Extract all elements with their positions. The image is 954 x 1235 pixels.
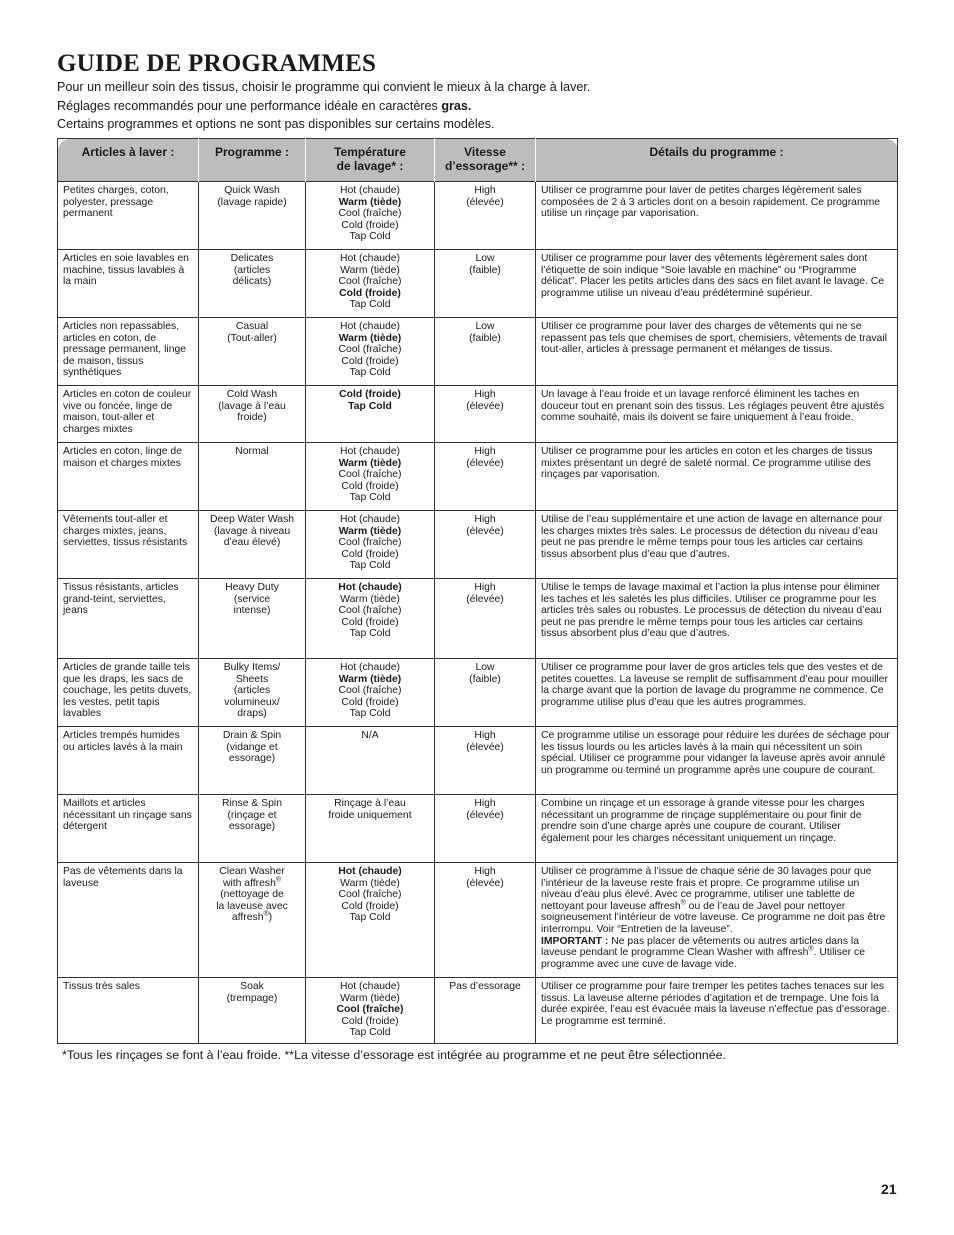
cell-temperature bbox=[306, 511, 435, 579]
temperature-option: Cool (fraîche) bbox=[338, 344, 402, 356]
cell-temperature bbox=[306, 318, 435, 386]
cell-details: Ce programme utilise un essorage pour réduire les durées de séchage pour les tissus lourds ou les articles lavés à la main qui nécessitent un soin spécial. Utiliser ce programme pour vidanger la laveuse après avoir annulé un programme ou terminé un programme après une coupure de courant. bbox=[536, 727, 898, 795]
registered-mark: ® bbox=[808, 945, 814, 953]
temperature-option: Cool (fraîche) bbox=[338, 685, 402, 697]
header-temperature-line-2: de lavage* : bbox=[336, 159, 404, 173]
temperature-option: Hot (chaude) bbox=[339, 662, 401, 673]
details-text: Ne pas placer de vêtements ou autres articles dans la laveuse pendant le programme Clean Washer with affresh bbox=[541, 935, 860, 959]
cell-temperature bbox=[306, 182, 435, 250]
cell-articles: Petites charges, coton, polyester, pressage permanent bbox=[58, 182, 199, 250]
temperature-option: Cold (froide) bbox=[341, 1015, 399, 1027]
programme-line: la laveuse avec bbox=[216, 900, 288, 912]
cell-programme bbox=[199, 386, 306, 443]
vitesse-line: High bbox=[474, 866, 496, 877]
temperature-option: Tap Cold bbox=[349, 708, 391, 720]
cell-details: Utiliser ce programme pour laver des charges de vêtements qui ne se repassent pas tels que chemises de sport, chemisiers, vêtements de travail tout-aller, articles à pressage permanent et mélanges de tissus. bbox=[536, 318, 898, 386]
temperature-option: Hot (chaude) bbox=[339, 185, 401, 196]
temperature-option: Hot (chaude) bbox=[339, 446, 401, 457]
programme-line: d’eau élevé) bbox=[223, 537, 281, 549]
temperature-option: Hot (chaude) bbox=[339, 321, 401, 332]
temperature-option: Cold (froide) bbox=[341, 696, 399, 708]
cell-articles: Maillots et articles nécessitant un rinçage sans détergent bbox=[58, 795, 199, 863]
intro-line-2-bold: gras. bbox=[441, 98, 472, 113]
programme-text: ) bbox=[268, 912, 273, 924]
cell-temperature bbox=[306, 978, 435, 1044]
temperature-option: Cool (fraîche) bbox=[338, 537, 402, 549]
table-row bbox=[58, 795, 898, 863]
registered-mark: ® bbox=[275, 876, 282, 884]
cell-details: Utiliser ce programme pour les articles en coton et les charges de tissus mixtes présentant un degré de saleté normal. Ce programme utilise des rinçages par vaporisation. bbox=[536, 443, 898, 511]
temperature-option: N/A bbox=[361, 730, 379, 741]
header-details: Détails du programme : bbox=[536, 139, 898, 182]
table-row bbox=[58, 318, 898, 386]
programme-line: Rinse & Spin bbox=[221, 798, 283, 809]
programme-line: essorage) bbox=[228, 753, 276, 765]
cell-details: Un lavage à l’eau froide et un lavage renforcé éliminent les taches en douceur tout en prenant soin des tissus. Les réglages peuvent être ajustés comme souhaité, mais ils doivent se faire uniquement à l’eau froide. bbox=[536, 386, 898, 443]
programme-line: délicats) bbox=[232, 276, 272, 288]
temperature-option: Tap Cold bbox=[349, 231, 391, 243]
programme-line: (trempage) bbox=[226, 992, 278, 1004]
temperature-option: Warm (tiède) bbox=[340, 992, 400, 1004]
temperature-option: Cold (froide) bbox=[341, 480, 399, 492]
temperature-option: Cool (fraîche) bbox=[338, 889, 402, 901]
cell-temperature bbox=[306, 727, 435, 795]
cell-programme bbox=[199, 250, 306, 318]
vitesse-line: High bbox=[474, 185, 496, 196]
vitesse-line: (faible) bbox=[469, 673, 501, 685]
temperature-option: Tap Cold bbox=[349, 367, 391, 379]
temperature-option: Hot (chaude) bbox=[339, 981, 401, 992]
vitesse-line: (élevée) bbox=[466, 525, 504, 537]
cell-articles: Articles trempés humides ou articles lavés à la main bbox=[58, 727, 199, 795]
temperature-option: Cool (fraîche) bbox=[338, 469, 402, 481]
cell-temperature bbox=[306, 863, 435, 978]
temperature-option: Tap Cold bbox=[349, 628, 391, 640]
temperature-option: Cold (froide) bbox=[341, 900, 399, 912]
cell-articles: Articles en coton, linge de maison et charges mixtes bbox=[58, 443, 199, 511]
cell-temperature bbox=[306, 386, 435, 443]
cell-articles: Articles en coton de couleur vive ou foncée, linge de maison, tout-aller et charges mixtes bbox=[58, 386, 199, 443]
cell-temperature bbox=[306, 659, 435, 727]
programme-line: (nettoyage de bbox=[220, 889, 284, 901]
vitesse-line: High bbox=[474, 582, 496, 593]
programme-line: (articles bbox=[233, 685, 271, 697]
temperature-option: Cool (fraîche) bbox=[338, 605, 402, 617]
cell-programme bbox=[199, 978, 306, 1044]
programme-line: (articles bbox=[233, 264, 271, 276]
vitesse-line: Low bbox=[475, 662, 495, 673]
cell-programme bbox=[199, 579, 306, 659]
vitesse-line: Low bbox=[475, 321, 495, 332]
vitesse-line: High bbox=[474, 798, 496, 809]
cell-programme bbox=[199, 511, 306, 579]
cell-vitesse bbox=[435, 443, 536, 511]
table-body bbox=[58, 182, 898, 1044]
vitesse-line: High bbox=[474, 446, 496, 457]
table-row bbox=[58, 182, 898, 250]
cell-vitesse bbox=[435, 978, 536, 1044]
programme-guide-table bbox=[57, 138, 898, 1044]
temperature-option: Warm (tiède) bbox=[340, 593, 400, 605]
vitesse-line: (élevée) bbox=[466, 457, 504, 469]
temperature-option: Cool (fraîche) bbox=[338, 276, 402, 288]
cell-programme bbox=[199, 795, 306, 863]
table-row bbox=[58, 511, 898, 579]
details-text: Utiliser ce programme à l’issue de chaque série de 30 lavages pour que l’intérieur de la laveuse reste frais et propre. Ce programme utilise un niveau d’eau plus élevé. Avec ce programme, utiliser une tablette de nettoyant pour laveuse affresh bbox=[541, 866, 872, 912]
vitesse-line: (faible) bbox=[469, 332, 501, 344]
cell-programme bbox=[199, 182, 306, 250]
vitesse-line: (élevée) bbox=[466, 877, 504, 889]
cell-details: Combine un rinçage et un essorage à grande vitesse pour les charges nécessitant un programme de rinçage supplémentaire ou pour finir de prendre soin d’une charge après une coupure de courant. Utiliser également pour les charges nécessitant uniquement un rinçage. bbox=[536, 795, 898, 863]
programme-line: froide) bbox=[237, 412, 267, 424]
programme-line: Delicates bbox=[230, 253, 274, 264]
temperature-option: Tap Cold bbox=[349, 1027, 391, 1039]
temperature-option: Tap Cold bbox=[348, 400, 392, 412]
cell-vitesse bbox=[435, 659, 536, 727]
cell-vitesse bbox=[435, 250, 536, 318]
temperature-option: Warm (tiède) bbox=[338, 525, 402, 537]
cell-temperature bbox=[306, 250, 435, 318]
table-row bbox=[58, 579, 898, 659]
cell-temperature bbox=[306, 443, 435, 511]
cell-programme bbox=[199, 659, 306, 727]
temperature-option: Rinçage à l’eau bbox=[334, 798, 406, 809]
header-vitesse bbox=[435, 139, 536, 182]
cell-articles: Pas de vêtements dans la laveuse bbox=[58, 863, 199, 978]
table-row bbox=[58, 863, 898, 978]
cell-details: Utiliser ce programme pour laver de gros articles tels que des vestes et de petites couettes. La laveuse se remplit de suffisamment d’eau pour mouiller la charge avant que la portion de lavage du programme ne commence. Ce programme utilise plus d’eau que les autres programmes. bbox=[536, 659, 898, 727]
vitesse-line: Low bbox=[475, 253, 495, 264]
cell-vitesse bbox=[435, 727, 536, 795]
table-row bbox=[58, 659, 898, 727]
footnote: *Tous les rinçages se font à l’eau froide. **La vitesse d’essorage est intégrée au programme et ne peut être sélectionnée. bbox=[62, 1048, 726, 1062]
programme-line: Quick Wash bbox=[224, 185, 280, 196]
programme-line: volumineux/ bbox=[224, 696, 280, 708]
vitesse-line: (faible) bbox=[469, 264, 501, 276]
vitesse-line: Pas d’essorage bbox=[449, 981, 521, 992]
header-vitesse-line-2: d’essorage** : bbox=[444, 159, 526, 173]
page-title: GUIDE DE PROGRAMMES bbox=[57, 50, 377, 77]
intro-line-3: Certains programmes et options ne sont pas disponibles sur certains modèles. bbox=[57, 117, 495, 132]
temperature-option: Warm (tiède) bbox=[340, 877, 400, 889]
temperature-option: Cool (fraîche) bbox=[336, 1004, 404, 1016]
cell-articles: Articles de grande taille tels que les draps, les sacs de couchage, les petits duvets, les vestes, petit tapis lavables bbox=[58, 659, 199, 727]
programme-line: Normal bbox=[235, 446, 269, 457]
temperature-option: Cold (froide) bbox=[341, 548, 399, 560]
table-row bbox=[58, 250, 898, 318]
cell-details: Utilise le temps de lavage maximal et l’action la plus intense pour éliminer les taches et les saletés les plus difficiles. Utiliser ce programme pour les articles très sales ou robustes. Le processus de détection du niveau d’eau peut ne pas prendre le même temps pour tous les articles car certains tissus absorbent plus d’eau que d’autres. bbox=[536, 579, 898, 659]
cell-details: Utiliser ce programme pour laver des vêtements légèrement sales dont l’étiquette de soin indique “Soie lavable en machine” ou “Programme délicat”. Placer les petits articles dans des sacs en filet avant le lavage. Ce programme utilise un niveau d’eau prédéterminé supérieur. bbox=[536, 250, 898, 318]
table-row bbox=[58, 978, 898, 1044]
temperature-option: Tap Cold bbox=[349, 560, 391, 572]
programme-line: draps) bbox=[237, 708, 267, 720]
vitesse-line: High bbox=[474, 514, 496, 525]
temperature-option: Cool (fraîche) bbox=[338, 208, 402, 220]
programme-text: affresh bbox=[231, 912, 264, 924]
table-row bbox=[58, 727, 898, 795]
programme-line bbox=[204, 878, 300, 890]
temperature-option: Hot (chaude) bbox=[338, 582, 402, 593]
temperature-option: Tap Cold bbox=[349, 299, 391, 311]
table-row bbox=[58, 386, 898, 443]
cell-details: Utiliser ce programme pour laver de petites charges légèrement sales composées de 2 à 3 articles dont on a besoin rapidement. Ce programme utilise un rinçage par vaporisation. bbox=[536, 182, 898, 250]
programme-line: Bulky Items/ bbox=[223, 662, 281, 673]
header-vitesse-line-1: Vitesse bbox=[464, 145, 506, 159]
temperature-option: Cold (froide) bbox=[341, 219, 399, 231]
cell-programme bbox=[199, 318, 306, 386]
programme-line: intense) bbox=[233, 605, 271, 617]
temperature-option: Cold (froide) bbox=[341, 616, 399, 628]
cell-articles: Articles en soie lavables en machine, tissus lavables à la main bbox=[58, 250, 199, 318]
vitesse-line: (élevée) bbox=[466, 593, 504, 605]
vitesse-line: (élevée) bbox=[466, 196, 504, 208]
cell-programme bbox=[199, 863, 306, 978]
temperature-option: Cold (froide) bbox=[339, 287, 401, 299]
cell-details bbox=[536, 863, 898, 978]
vitesse-line: High bbox=[474, 730, 496, 741]
cell-articles: Vêtements tout-aller et charges mixtes, jeans, serviettes, tissus résistants bbox=[58, 511, 199, 579]
programme-line: (lavage à l’eau bbox=[218, 400, 286, 412]
cell-programme bbox=[199, 443, 306, 511]
table-row bbox=[58, 443, 898, 511]
programme-line: (Tout-aller) bbox=[227, 332, 277, 344]
details-text: . Utiliser ce programme avec une cuve de lavage vide. bbox=[541, 947, 865, 970]
cell-articles: Articles non repassables, articles en coton, de pressage permanent, linge de maison, tissus synthétiques bbox=[58, 318, 199, 386]
temperature-option: Warm (tiède) bbox=[338, 332, 402, 344]
programme-line: (lavage rapide) bbox=[217, 196, 287, 208]
header-temperature-line-1: Température bbox=[334, 145, 406, 159]
header-temperature bbox=[306, 139, 435, 182]
vitesse-line: High bbox=[474, 389, 496, 400]
programme-line: (vidange et bbox=[226, 741, 278, 753]
intro-line-2-text: Réglages recommandés pour une performance idéale en caractères bbox=[57, 98, 442, 113]
registered-mark: ® bbox=[680, 899, 686, 907]
temperature-option: froide uniquement bbox=[328, 809, 412, 821]
important-label: IMPORTANT : bbox=[541, 935, 609, 947]
temperature-option: Cold (froide) bbox=[339, 389, 401, 400]
intro-line-2 bbox=[57, 97, 590, 116]
header-articles: Articles à laver : bbox=[58, 139, 199, 182]
cell-temperature bbox=[306, 795, 435, 863]
programme-line: Heavy Duty bbox=[225, 582, 279, 593]
details-text: ou de l’eau de Javel pour nettoyer soigneusement l’intérieur de votre laveuse. Ce programme ne doit pas être interrompu. Voir “Entretien de la laveuse”. bbox=[541, 900, 886, 935]
cell-vitesse bbox=[435, 579, 536, 659]
programme-line: (service bbox=[233, 593, 271, 605]
temperature-option: Warm (tiède) bbox=[338, 673, 402, 685]
temperature-option: Hot (chaude) bbox=[339, 514, 401, 525]
temperature-option: Warm (tiède) bbox=[338, 196, 402, 208]
intro-line-1: Pour un meilleur soin des tissus, choisir le programme qui convient le mieux à la charge à laver. bbox=[57, 80, 591, 94]
programme-line bbox=[204, 912, 300, 924]
cell-vitesse bbox=[435, 386, 536, 443]
registered-mark: ® bbox=[263, 910, 269, 918]
cell-articles: Tissus résistants, articles grand-teint, serviettes, jeans bbox=[58, 579, 199, 659]
cell-vitesse bbox=[435, 318, 536, 386]
temperature-option: Cold (froide) bbox=[341, 355, 399, 367]
programme-line: Deep Water Wash bbox=[209, 514, 295, 525]
cell-details: Utilise de l’eau supplémentaire et une action de lavage en alternance pour les charges mixtes très sales. Le processus de détection du niveau d’eau peut ne pas prendre le même temps pour tous les articles car certains tissus absorbent plus d’eau que d’autres. bbox=[536, 511, 898, 579]
vitesse-line: (élevée) bbox=[466, 741, 504, 753]
cell-details: Utiliser ce programme pour faire tremper les petites taches tenaces sur les tissus. La laveuse alterne périodes d’agitation et de trempage. Une fois la durée expirée, l’eau est évacuée mais la laveuse n’effectue pas d’essorage. Le programme est terminé. bbox=[536, 978, 898, 1044]
table-header-row bbox=[58, 139, 898, 182]
programme-line: essorage) bbox=[228, 821, 276, 833]
cell-vitesse bbox=[435, 511, 536, 579]
cell-vitesse bbox=[435, 795, 536, 863]
cell-vitesse bbox=[435, 182, 536, 250]
programme-text: with affresh bbox=[222, 877, 276, 889]
programme-line: Sheets bbox=[235, 673, 269, 685]
temperature-option: Hot (chaude) bbox=[339, 253, 401, 264]
programme-line: (rinçage et bbox=[227, 809, 277, 821]
cell-articles: Tissus très sales bbox=[58, 978, 199, 1044]
header-programme: Programme : bbox=[199, 139, 306, 182]
programme-line: Soak bbox=[240, 981, 264, 992]
temperature-option: Tap Cold bbox=[349, 492, 391, 504]
vitesse-line: (élevée) bbox=[466, 809, 504, 821]
intro-text bbox=[57, 78, 590, 134]
programme-line: Drain & Spin bbox=[222, 730, 282, 741]
programme-line: Cold Wash bbox=[226, 389, 278, 400]
temperature-option: Warm (tiède) bbox=[340, 264, 400, 276]
temperature-option: Warm (tiède) bbox=[338, 457, 402, 469]
programme-line: Casual bbox=[235, 321, 269, 332]
temperature-option: Tap Cold bbox=[349, 912, 391, 924]
programme-line: (lavage à niveau bbox=[213, 525, 291, 537]
cell-vitesse bbox=[435, 863, 536, 978]
temperature-option: Hot (chaude) bbox=[338, 866, 402, 877]
cell-temperature bbox=[306, 579, 435, 659]
cell-programme bbox=[199, 727, 306, 795]
page-number: 21 bbox=[881, 1181, 897, 1197]
vitesse-line: (élevée) bbox=[466, 400, 504, 412]
programme-line: Clean Washer bbox=[219, 866, 285, 877]
